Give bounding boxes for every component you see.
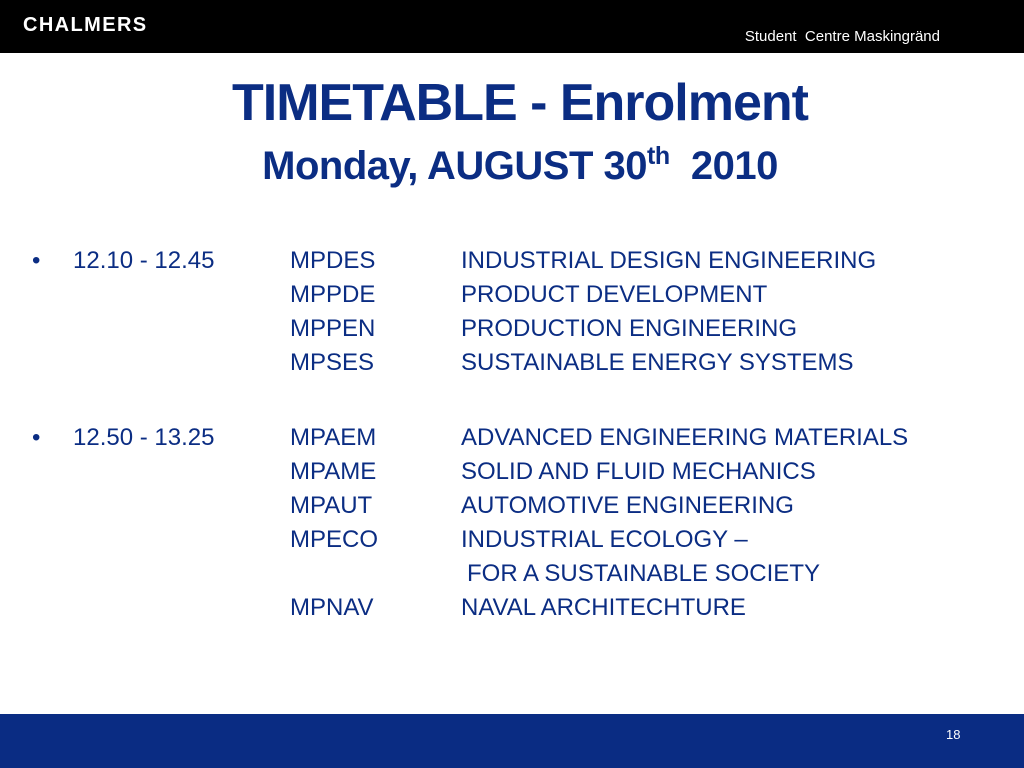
programme-name: INDUSTRIAL DESIGN ENGINEERING xyxy=(461,247,877,274)
subtitle-year: 2010 xyxy=(669,144,778,188)
session-time: 12.50 - 13.25 xyxy=(73,424,215,451)
footer-bar xyxy=(0,714,1024,768)
programme-code: MPSES xyxy=(290,349,375,376)
chalmers-logo: CHALMERS xyxy=(23,14,148,36)
programme-name-continuation: FOR A SUSTAINABLE SOCIETY xyxy=(467,560,820,587)
programme-code: MPPEN xyxy=(290,315,376,342)
slide-title: TIMETABLE - Enrolment xyxy=(231,74,808,132)
bullet-icon: • xyxy=(32,247,41,274)
programme-code: MPAME xyxy=(290,458,377,485)
subtitle-ordinal: th xyxy=(647,142,670,170)
programme-code: MPPDE xyxy=(290,281,376,308)
slide-subtitle xyxy=(0,144,1024,189)
programme-name: PRODUCTION ENGINEERING xyxy=(461,315,798,342)
programme-name: INDUSTRIAL ECOLOGY – xyxy=(461,526,748,553)
programme-code: MPNAV xyxy=(290,594,374,621)
programme-code: MPDES xyxy=(290,247,376,274)
programme-name: NAVAL ARCHITECHTURE xyxy=(461,594,746,621)
bullet-icon: • xyxy=(32,424,41,451)
programme-code: MPAEM xyxy=(290,424,377,451)
venue-label: Student Centre Maskingränd xyxy=(744,28,940,45)
programme-code: MPECO xyxy=(290,526,379,553)
page-number: 18 xyxy=(946,727,961,742)
header-bar xyxy=(0,0,1024,53)
programme-name: SOLID AND FLUID MECHANICS xyxy=(461,458,816,485)
programme-name: AUTOMOTIVE ENGINEERING xyxy=(461,492,794,519)
programme-name: SUSTAINABLE ENERGY SYSTEMS xyxy=(461,349,854,376)
programme-name: ADVANCED ENGINEERING MATERIALS xyxy=(461,424,909,451)
programme-code: MPAUT xyxy=(290,492,373,519)
subtitle-date: Monday, AUGUST 30 xyxy=(262,144,648,188)
session-time: 12.10 - 12.45 xyxy=(73,247,215,274)
programme-name: PRODUCT DEVELOPMENT xyxy=(461,281,768,308)
